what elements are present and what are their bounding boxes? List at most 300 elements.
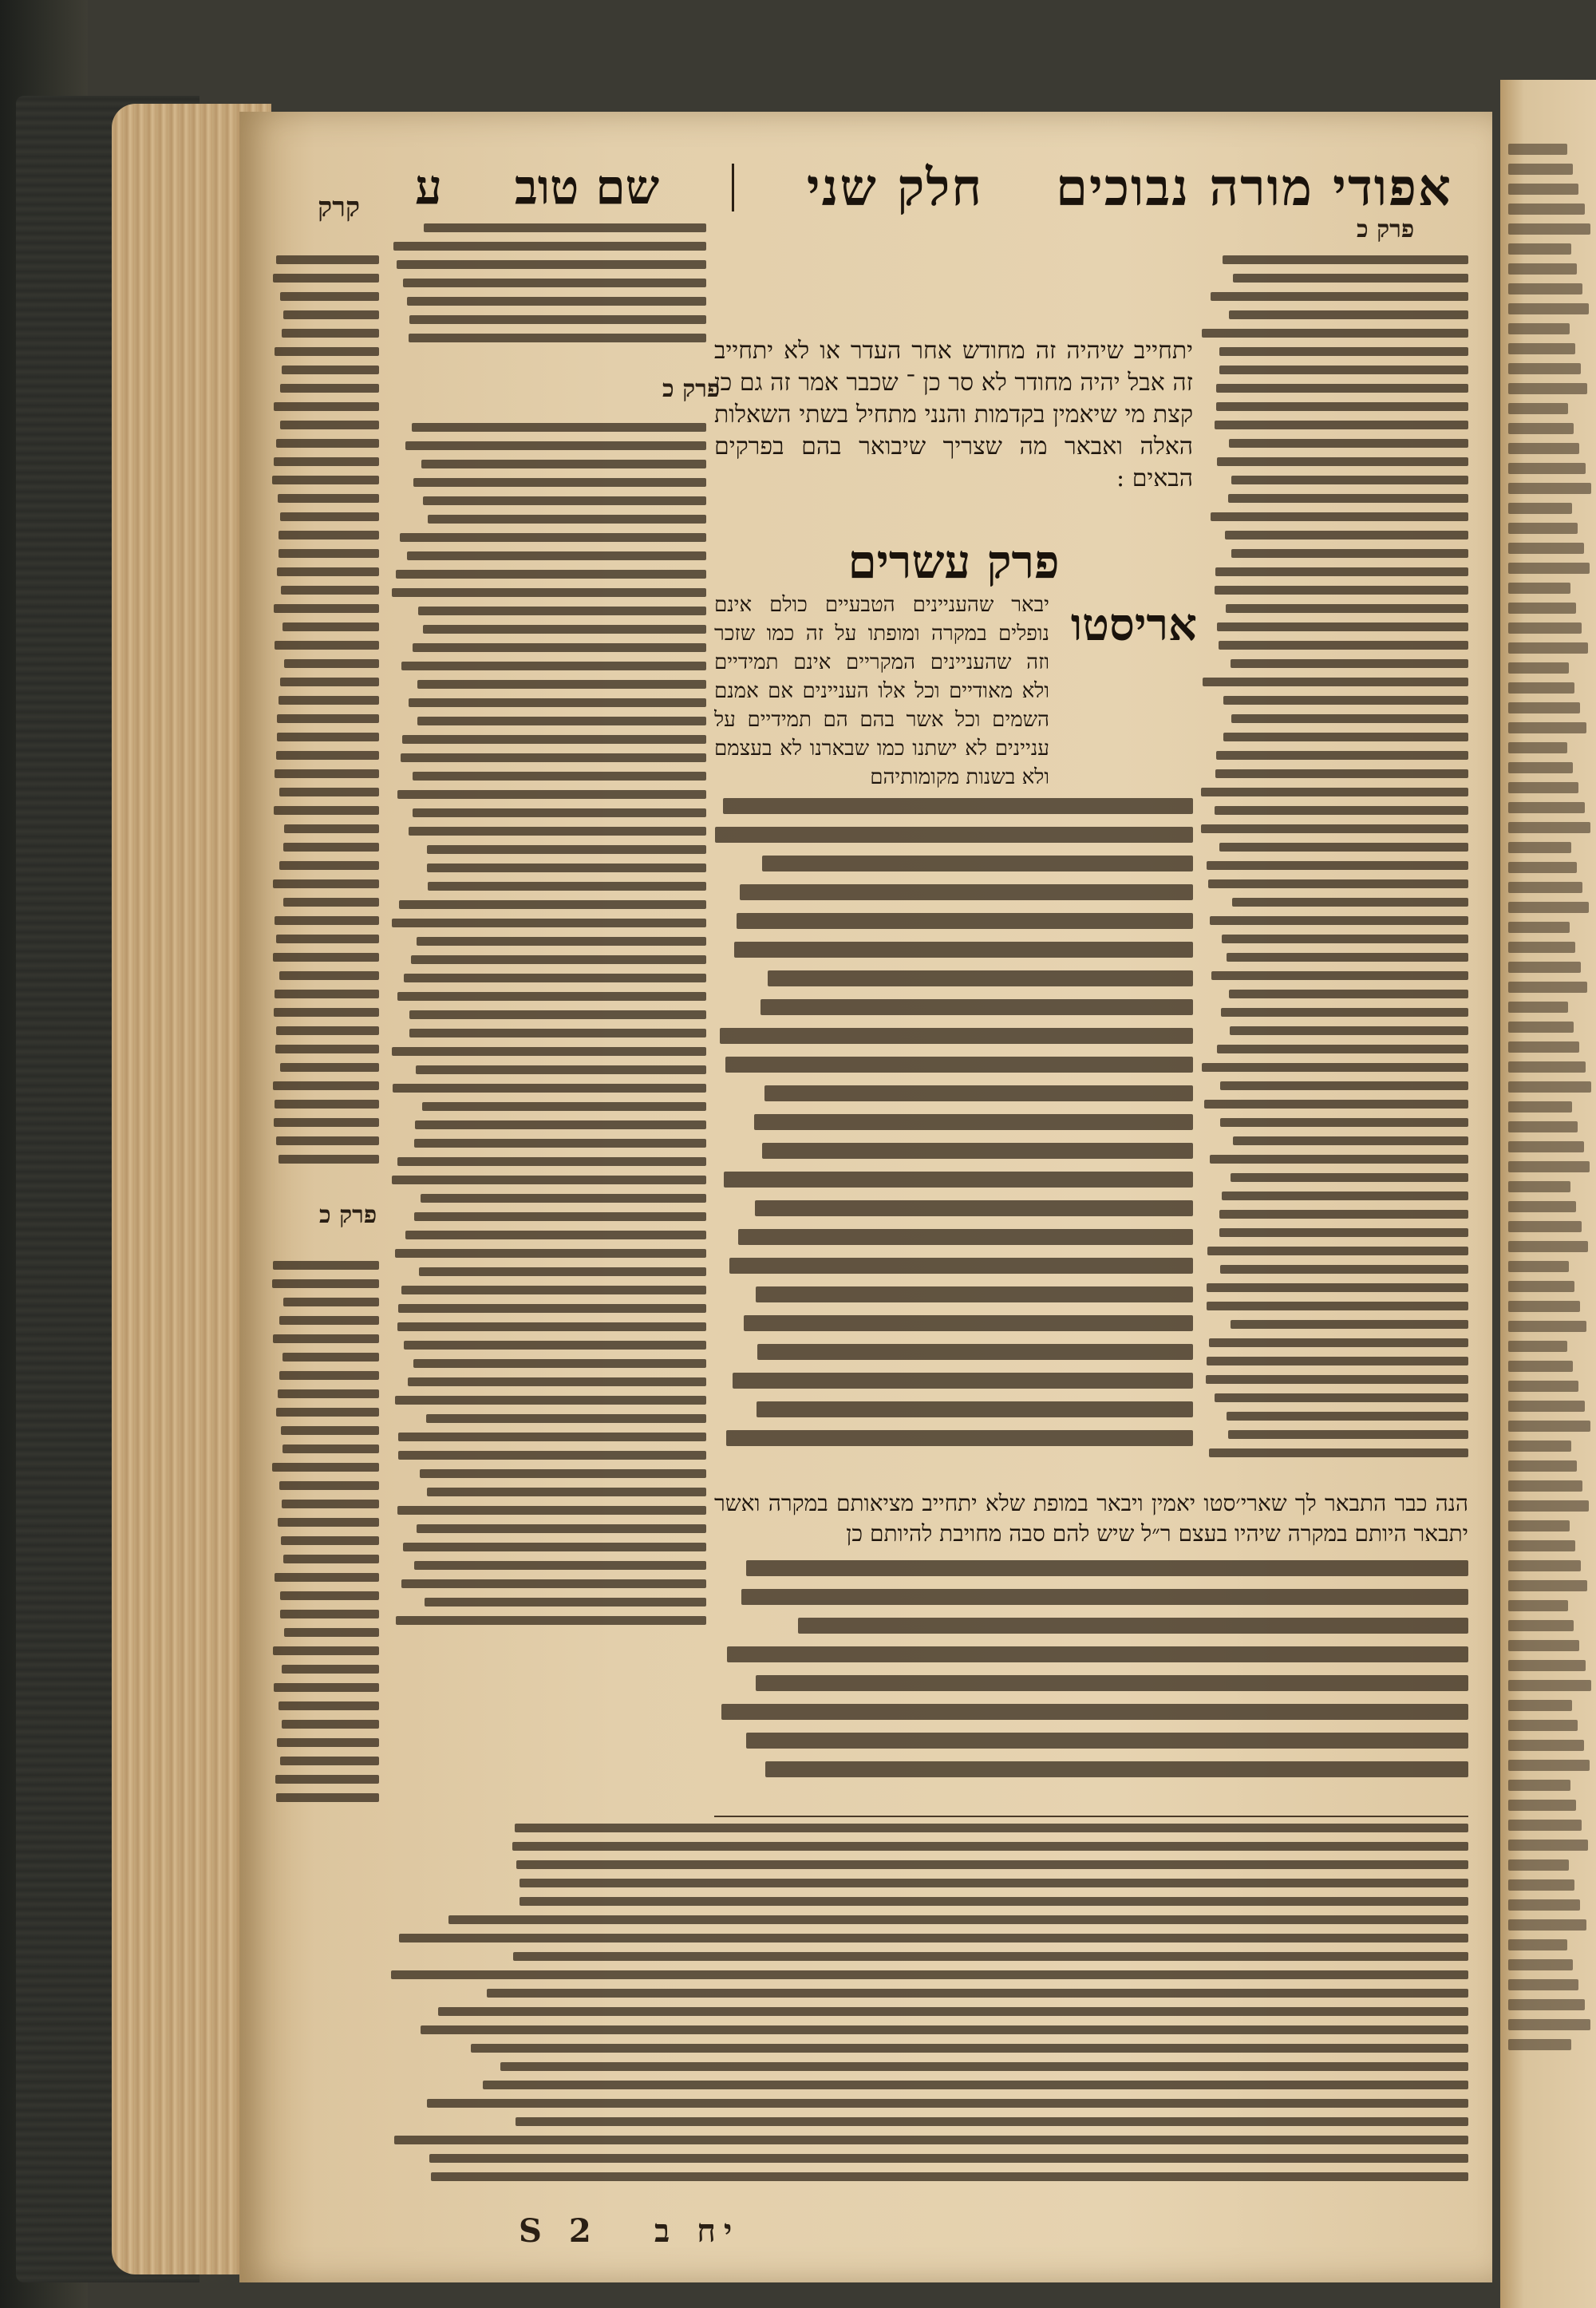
text-line: [279, 1481, 379, 1490]
text-line: [398, 1451, 706, 1460]
facing-text-line: [1508, 383, 1587, 394]
text-line: [757, 1344, 1193, 1360]
text-line: [737, 913, 1193, 929]
text-line: [764, 1085, 1193, 1101]
text-line: [1231, 476, 1468, 484]
running-head: [415, 152, 1452, 223]
text-line: [1217, 1045, 1468, 1053]
facing-text-line: [1508, 782, 1578, 793]
text-line: [391, 1970, 1468, 1979]
text-line: [401, 753, 706, 762]
margin-chapter-label: פרק כ: [319, 1201, 377, 1229]
text-line: [1216, 384, 1468, 393]
facing-text-line: [1508, 1301, 1580, 1312]
text-line: [395, 1249, 706, 1258]
text-line: [276, 935, 379, 943]
text-line: [725, 1057, 1193, 1073]
text-line: [398, 1433, 706, 1441]
facing-text-line: [1508, 1720, 1578, 1731]
facing-text-line: [1508, 443, 1579, 454]
text-line: [1231, 714, 1468, 723]
facing-text-line: [1508, 1321, 1586, 1332]
facing-text-line: [1508, 1221, 1582, 1232]
text-line: [429, 2154, 1468, 2163]
text-line: [1202, 1063, 1468, 1072]
text-line: [1222, 935, 1468, 943]
facing-text-line: [1508, 1540, 1575, 1551]
facing-text-line: [1508, 982, 1587, 993]
text-line: [276, 1026, 379, 1035]
text-line: [1226, 604, 1468, 613]
text-line: [414, 1139, 706, 1148]
text-line: [275, 1045, 379, 1053]
text-line: [276, 751, 379, 760]
text-line: [1217, 457, 1468, 466]
facing-text-line: [1508, 1520, 1570, 1531]
text-line: [392, 919, 706, 927]
text-line: [397, 260, 706, 269]
text-line: [757, 1401, 1193, 1417]
text-line: [515, 1824, 1468, 1832]
text-line: [282, 622, 379, 631]
text-line: [487, 1989, 1468, 1998]
text-line: [280, 1063, 379, 1072]
facing-text-line: [1508, 583, 1570, 594]
running-head-folio-letter: ע: [415, 160, 442, 215]
text-line: [273, 1081, 379, 1090]
text-line: [423, 625, 706, 634]
text-line: [282, 1665, 379, 1674]
main-text-column: [714, 798, 1193, 1484]
text-line: [274, 457, 379, 466]
text-line: [413, 1359, 706, 1368]
facing-text-line: [1508, 1820, 1582, 1831]
text-line: [408, 1377, 706, 1386]
text-line: [1229, 990, 1468, 998]
text-line: [519, 1897, 1468, 1906]
facing-text-line: [1508, 862, 1577, 873]
text-line: [1210, 916, 1468, 925]
facing-text-line: [1508, 263, 1577, 275]
facing-text-line: [1508, 882, 1582, 893]
text-line: [1201, 788, 1468, 796]
text-line: [1222, 1192, 1468, 1200]
text-line: [393, 1084, 706, 1093]
text-line: [519, 1879, 1468, 1887]
facing-text-line: [1508, 802, 1585, 813]
text-line: [282, 329, 379, 338]
text-line: [417, 680, 706, 689]
text-line: [273, 1334, 379, 1343]
text-line: [275, 1573, 379, 1582]
facing-text-line: [1508, 184, 1578, 195]
facing-text-line: [1508, 204, 1585, 215]
text-line: [1207, 1283, 1468, 1292]
text-line: [278, 1518, 379, 1527]
text-line: [1215, 586, 1468, 595]
text-line: [1220, 1118, 1468, 1127]
text-line: [276, 439, 379, 448]
facing-text-line: [1508, 842, 1571, 853]
text-line: [277, 567, 379, 576]
page-signature: S 2: [519, 2212, 599, 2250]
text-line: [397, 1157, 706, 1166]
text-line: [1209, 1338, 1468, 1347]
text-line: [403, 279, 706, 287]
facing-text-line: [1508, 1022, 1574, 1033]
facing-text-line: [1508, 1441, 1571, 1452]
text-line: [282, 1353, 379, 1361]
text-line: [1229, 310, 1468, 319]
facing-text-line: [1508, 403, 1568, 414]
text-line: [275, 916, 379, 925]
facing-text-line: [1508, 503, 1572, 514]
text-line: [422, 1102, 706, 1111]
text-line: [1211, 512, 1468, 521]
facing-text-line: [1508, 1859, 1569, 1871]
facing-text-line: [1508, 343, 1575, 354]
facing-text-line: [1508, 1939, 1567, 1950]
facing-text-line: [1508, 1999, 1585, 2010]
facing-text-line: [1508, 1061, 1586, 1073]
text-line: [427, 2099, 1468, 2108]
text-line: [1230, 1026, 1468, 1035]
text-line: [275, 1775, 379, 1784]
facing-text-line: [1508, 1401, 1585, 1412]
text-line: [275, 990, 379, 998]
text-line: [417, 717, 706, 725]
text-line: [402, 735, 706, 744]
facing-text-line: [1508, 523, 1578, 534]
text-line: [741, 1589, 1468, 1605]
commentary-column-upper: [391, 223, 706, 359]
facing-text-line: [1508, 363, 1581, 374]
text-line: [280, 678, 379, 686]
text-line: [729, 1258, 1193, 1274]
text-line: [417, 937, 706, 946]
running-head-separator: [732, 164, 734, 211]
facing-text-line: [1508, 942, 1575, 953]
text-line: [516, 2117, 1468, 2126]
text-line: [392, 1176, 706, 1184]
text-line: [405, 1231, 706, 1239]
text-line: [1207, 1357, 1468, 1365]
text-line: [418, 607, 706, 615]
text-line: [1217, 622, 1468, 631]
text-line: [428, 882, 706, 891]
facing-text-line: [1508, 1281, 1574, 1292]
text-line: [273, 274, 379, 283]
text-line: [1233, 1136, 1468, 1145]
facing-text-line: [1508, 1500, 1589, 1512]
text-line: [414, 1561, 706, 1570]
text-line: [392, 1047, 706, 1056]
text-line: [765, 1761, 1468, 1777]
facing-text-line: [1508, 1141, 1584, 1152]
text-line: [1219, 347, 1468, 356]
facing-text-line: [1508, 722, 1586, 733]
text-line: [409, 315, 706, 324]
text-line: [1223, 733, 1468, 741]
facing-text-line: [1508, 1640, 1579, 1651]
text-line: [754, 1114, 1193, 1130]
text-line: [279, 788, 379, 796]
facing-text-line: [1508, 483, 1591, 494]
facing-text-line: [1508, 1700, 1572, 1711]
facing-text-line: [1508, 463, 1586, 474]
text-line: [1216, 402, 1468, 411]
text-line: [723, 798, 1193, 814]
facing-text-line: [1508, 283, 1582, 294]
text-line: [272, 1463, 379, 1472]
text-line: [283, 898, 379, 907]
facing-text-line: [1508, 1101, 1572, 1113]
facing-text-line: [1508, 1241, 1588, 1252]
text-line: [1231, 1173, 1468, 1182]
text-line: [279, 1701, 379, 1710]
text-line: [1228, 1430, 1468, 1439]
text-line: [411, 955, 706, 964]
text-line: [409, 334, 706, 342]
text-line: [273, 1646, 379, 1655]
facing-text-line: [1508, 1341, 1567, 1352]
text-line: [1215, 567, 1468, 576]
commentary-column: [391, 423, 706, 1644]
text-line: [413, 643, 706, 652]
facing-text-line: [1508, 662, 1569, 674]
text-line: [1220, 1265, 1468, 1274]
efodi-column: [1201, 255, 1468, 1484]
text-line: [726, 1430, 1193, 1446]
facing-text-line: [1508, 1381, 1578, 1392]
text-line: [397, 790, 706, 799]
text-line: [277, 733, 379, 741]
text-line: [1207, 1247, 1468, 1255]
facing-text-line: [1508, 144, 1567, 155]
text-line: [407, 297, 706, 306]
text-line: [1206, 1375, 1468, 1384]
text-line: [516, 1860, 1468, 1869]
text-line: [283, 1298, 379, 1306]
text-line: [424, 223, 706, 232]
text-line: [513, 1952, 1468, 1961]
text-line: [280, 1610, 379, 1618]
text-line: [279, 531, 379, 539]
text-line: [1209, 1448, 1468, 1457]
text-line: [281, 586, 379, 595]
text-line: [412, 423, 706, 432]
text-line: [396, 570, 706, 579]
text-line: [282, 1444, 379, 1453]
text-line: [409, 1010, 706, 1019]
text-line: [421, 2025, 1468, 2034]
text-line: [279, 1316, 379, 1325]
facing-text-line: [1508, 164, 1573, 175]
text-line: [279, 549, 379, 558]
facing-text-line: [1508, 1161, 1590, 1172]
text-line: [720, 1028, 1193, 1044]
text-line: [746, 1560, 1468, 1576]
text-line: [1228, 494, 1468, 503]
running-head-title: אפודי מורה נבוכים: [1056, 157, 1452, 218]
text-line: [409, 698, 706, 707]
text-line: [407, 551, 706, 560]
facing-text-line: [1508, 1879, 1574, 1891]
facing-text-line: [1508, 323, 1570, 334]
text-line: [274, 806, 379, 815]
facing-text-line: [1508, 1560, 1581, 1571]
text-line: [740, 884, 1193, 900]
text-line: [272, 1279, 379, 1288]
text-line: [744, 1315, 1193, 1331]
facing-text-line: [1508, 822, 1590, 833]
text-line: [276, 1136, 379, 1145]
text-line: [798, 1618, 1468, 1634]
text-line: [425, 1598, 706, 1607]
text-line: [1202, 329, 1468, 338]
facing-text-line: [1508, 1800, 1576, 1811]
text-line: [417, 1524, 706, 1533]
text-line: [746, 1733, 1468, 1749]
text-line: [392, 588, 706, 597]
facing-text-line: [1508, 1201, 1576, 1212]
text-line: [1215, 769, 1468, 778]
text-line: [1231, 1320, 1468, 1329]
text-line: [283, 843, 379, 852]
chapter-body-start: יבאר שהעניינים הטבעיים כולם אינם נופלים במקרה ומופתו על זה כמו שזכר וזה שהעניינים המקריים אינם תמידיים ולא מאודיים וכל אלו העניינים אם אמנם השמים וכל אשר בהם הם תמידיים על עניינים לא ישתנו כמו שבארנו לא בעצמם ולא בשנות מקומותיהם: [714, 593, 1049, 789]
text-line: [419, 1267, 706, 1276]
text-line: [282, 1500, 379, 1508]
chapter-main-heading: פרק עשרים: [847, 535, 1060, 589]
margin-column-left: [271, 255, 379, 1181]
text-line: [400, 533, 706, 542]
text-line: [1223, 255, 1468, 264]
text-line: [756, 1675, 1468, 1691]
facing-text-line: [1508, 2019, 1590, 2030]
text-line: [715, 827, 1193, 843]
text-line: [401, 1579, 706, 1588]
facing-text-line: [1508, 423, 1574, 434]
text-line: [404, 974, 706, 982]
text-line: [273, 953, 379, 962]
text-line: [727, 1646, 1468, 1662]
text-line: [394, 2136, 1468, 2144]
text-line: [277, 714, 379, 723]
text-line: [283, 310, 379, 319]
text-line: [281, 1426, 379, 1435]
facing-text-line: [1508, 1580, 1587, 1591]
facing-text-line: [1508, 702, 1580, 713]
text-line: [1233, 274, 1468, 283]
text-line: [401, 662, 706, 670]
facing-text-line: [1508, 1680, 1591, 1691]
facing-text-line: [1508, 1041, 1579, 1053]
text-line: [399, 1934, 1468, 1942]
text-line: [1220, 1081, 1468, 1090]
gutter-word: קרק: [318, 192, 361, 223]
facing-text-line: [1508, 1361, 1573, 1372]
text-line: [421, 460, 706, 468]
text-line: [448, 1915, 1468, 1924]
facing-text-line: [1508, 1620, 1574, 1631]
text-line: [277, 1738, 379, 1747]
text-line: [274, 402, 379, 411]
text-line: [1219, 1210, 1468, 1219]
text-line: [275, 641, 379, 650]
text-line: [427, 1488, 706, 1496]
facing-text-line: [1508, 1460, 1577, 1472]
text-line: [721, 1704, 1468, 1720]
facing-text-line: [1508, 1121, 1578, 1132]
facing-text-line: [1508, 962, 1581, 973]
text-line: [281, 1536, 379, 1545]
margin-column-left-lower: [271, 1261, 379, 1812]
text-line: [276, 1793, 379, 1802]
text-line: [1231, 659, 1468, 668]
text-line: [409, 1029, 706, 1037]
facing-text-line: [1508, 1600, 1568, 1611]
text-line: [1219, 843, 1468, 852]
text-line: [768, 970, 1193, 986]
text-line: [438, 2007, 1468, 2016]
text-line: [471, 2044, 1468, 2053]
text-line: [398, 1304, 706, 1313]
text-line: [401, 1286, 706, 1294]
text-line: [280, 512, 379, 521]
text-line: [409, 827, 706, 836]
text-line: [274, 604, 379, 613]
text-line: [1215, 806, 1468, 815]
running-head-commentary: שם טוב: [514, 160, 660, 215]
text-line: [1223, 696, 1468, 705]
text-line: [284, 1628, 379, 1637]
text-line: [724, 1172, 1193, 1188]
text-line: [275, 769, 379, 778]
facing-text-line: [1508, 543, 1584, 554]
facing-text-line: [1508, 243, 1571, 255]
text-line: [1211, 292, 1468, 301]
text-line: [413, 772, 706, 781]
text-line: [282, 1720, 379, 1729]
facing-text-line: [1508, 1181, 1570, 1192]
text-line: [415, 1120, 706, 1129]
text-line: [284, 659, 379, 668]
text-line: [431, 2172, 1468, 2181]
facing-page-text: [1508, 144, 1592, 2059]
text-line: [1232, 898, 1468, 907]
text-line: [276, 1408, 379, 1417]
facing-text-line: [1508, 742, 1567, 753]
text-line: [397, 1506, 706, 1515]
text-line: [283, 1555, 379, 1563]
text-line: [1210, 1155, 1468, 1164]
text-line: [273, 879, 379, 888]
facing-text-line: [1508, 303, 1589, 314]
text-line: [282, 366, 379, 374]
facing-text-line: [1508, 1979, 1578, 1990]
text-line: [1203, 678, 1468, 686]
facing-text-line: [1508, 1002, 1568, 1013]
facing-text-line: [1508, 622, 1582, 634]
text-line: [405, 441, 706, 450]
text-line: [399, 900, 706, 909]
text-line: [1219, 641, 1468, 650]
text-line: [1208, 879, 1468, 888]
text-line: [428, 515, 706, 524]
text-line: [275, 1100, 379, 1109]
facing-text-line: [1508, 563, 1590, 574]
text-line: [1207, 1302, 1468, 1310]
